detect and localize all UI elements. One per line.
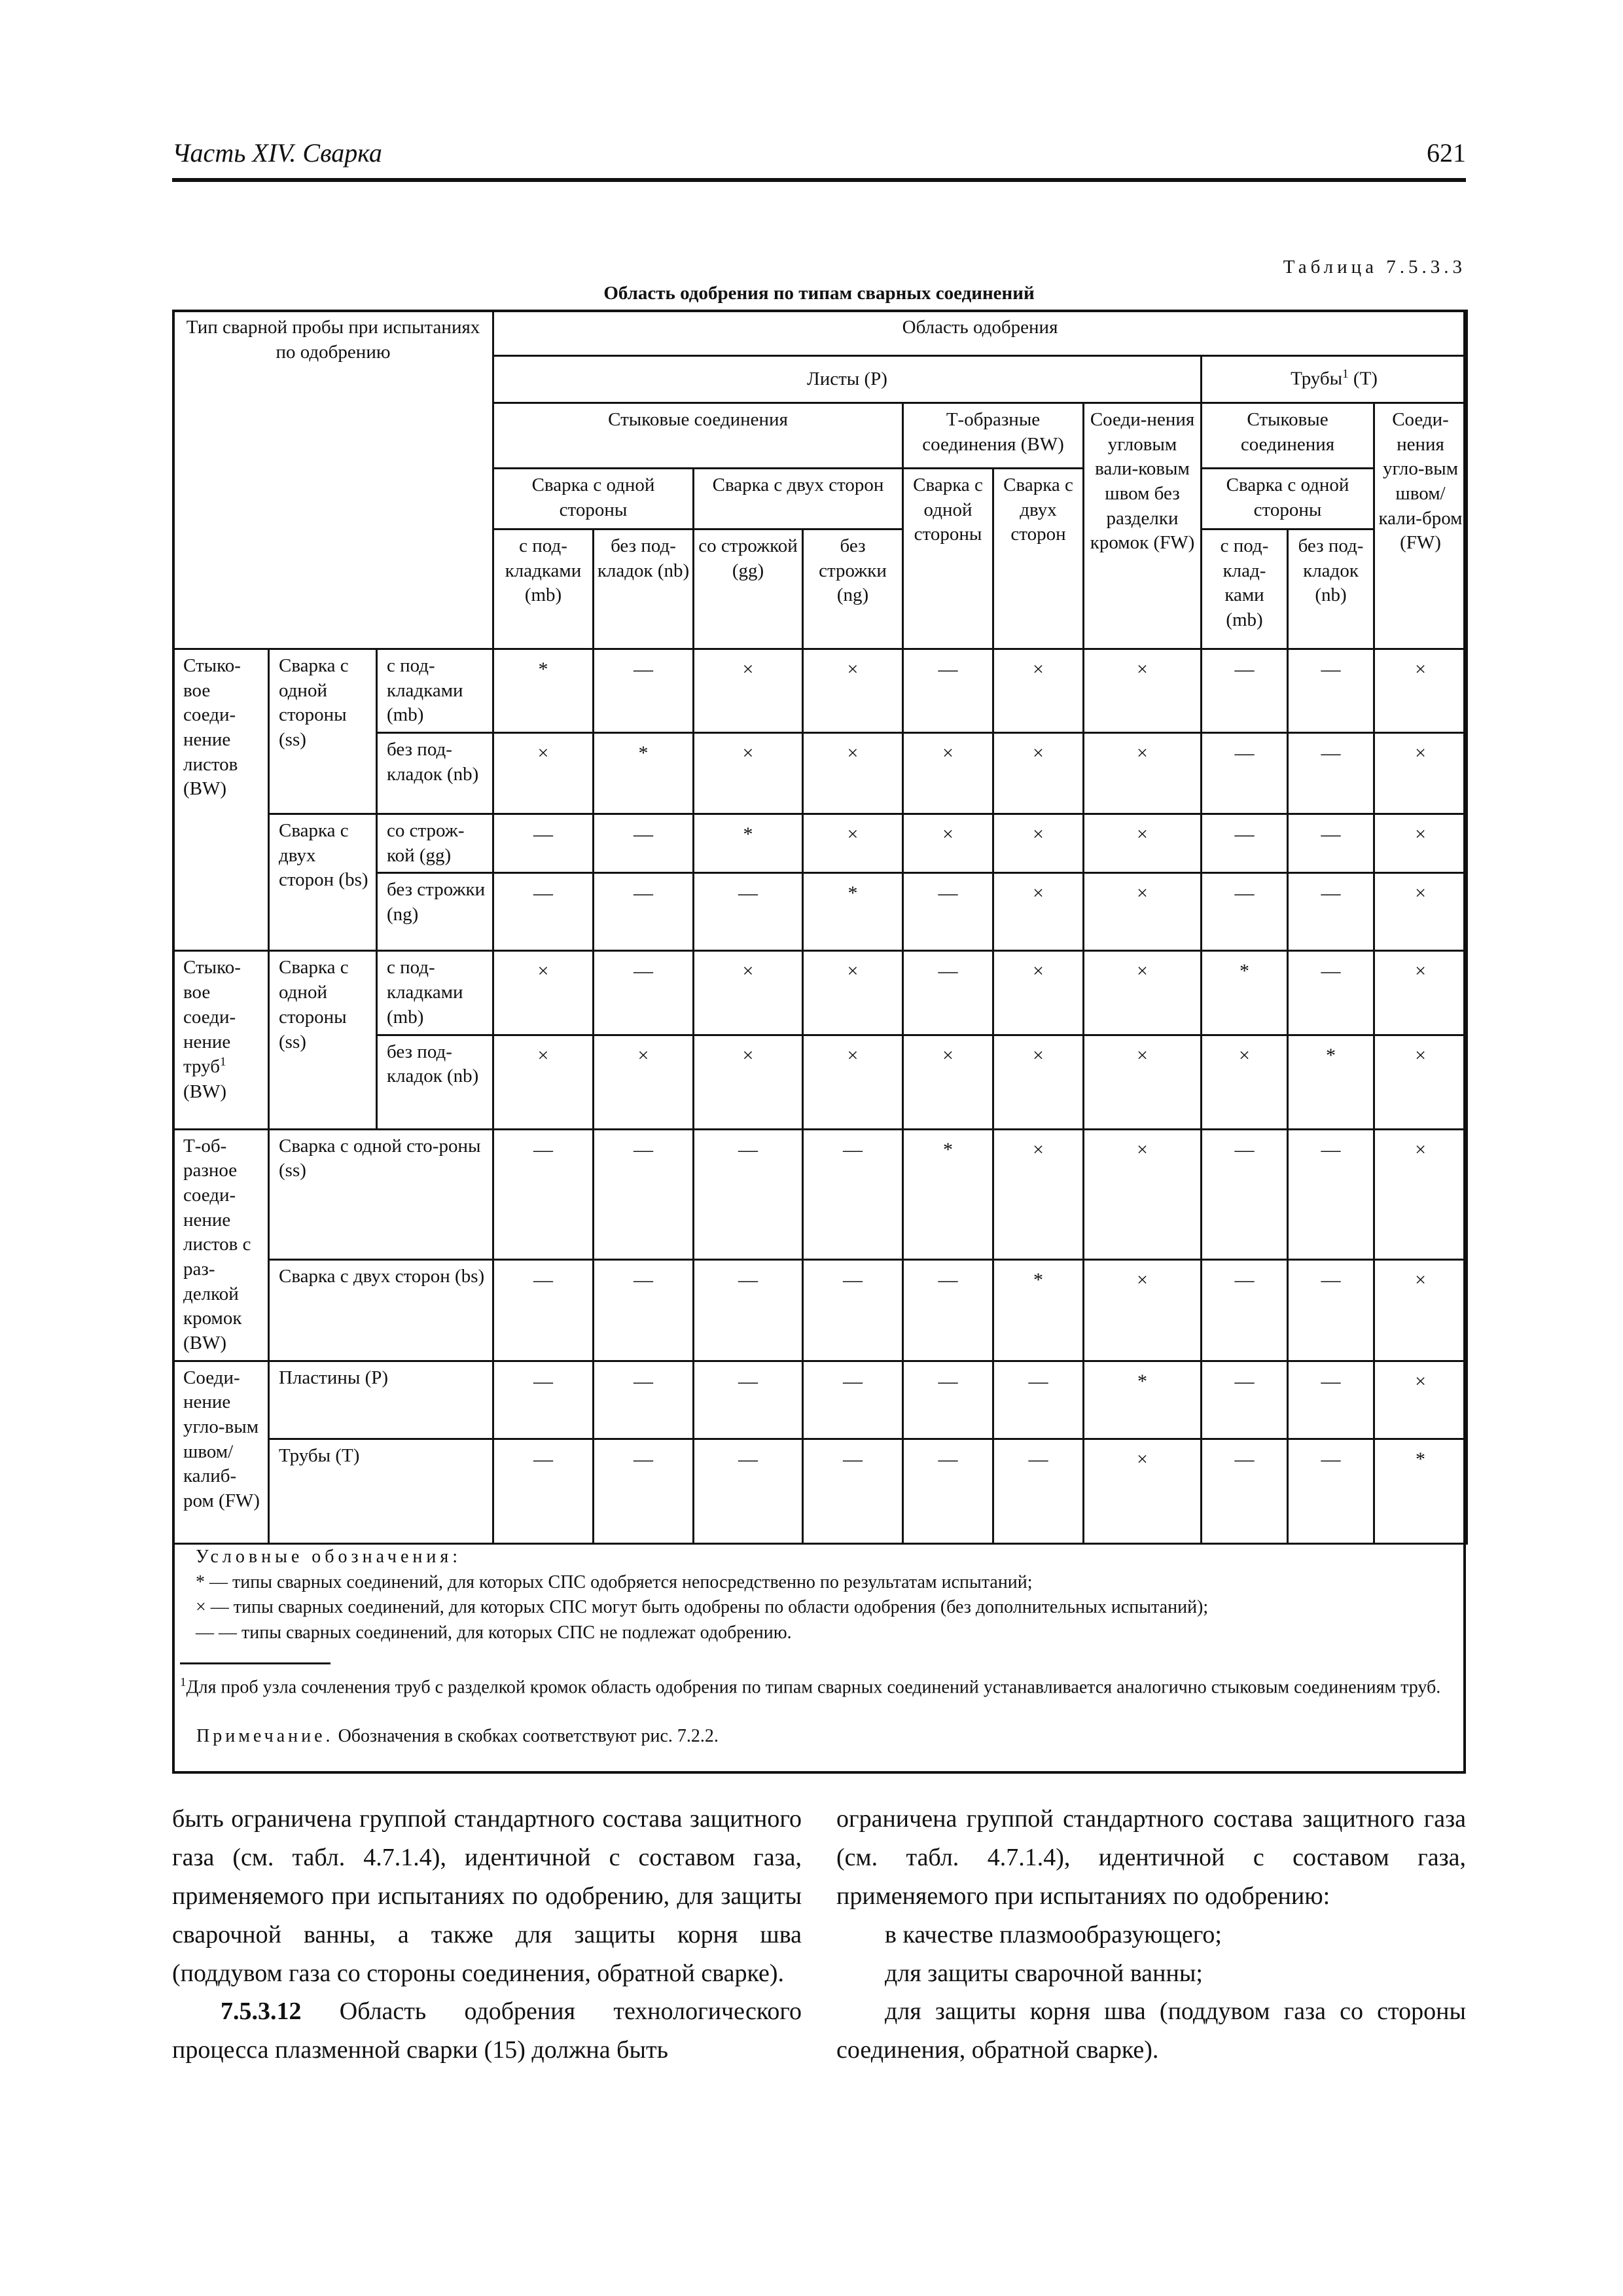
header-pipe-nb: без под-кладок (nb)	[1288, 529, 1374, 649]
mark-cell: —	[1202, 1259, 1288, 1361]
mark-cell: ×	[903, 814, 993, 873]
mark-cell: —	[1288, 649, 1374, 733]
legend-dash: — — типы сварных соединений, для которых СПС не подлежат одобрению.	[196, 1622, 792, 1643]
mark-cell: ×	[803, 1035, 903, 1129]
mark-cell: *	[1084, 1361, 1202, 1439]
mark-cell: *	[993, 1259, 1084, 1361]
mark-cell: ×	[493, 733, 594, 814]
table-row	[173, 1259, 1467, 1361]
mark-cell: —	[694, 1129, 803, 1259]
mark-cell: *	[594, 733, 694, 814]
mark-cell: —	[803, 1439, 903, 1543]
mark-cell: —	[803, 1361, 903, 1439]
mark-cell: ×	[1374, 873, 1467, 951]
header-t-two-sides: Сварка с двух сторон	[993, 469, 1084, 649]
mark-cell: —	[1202, 1439, 1288, 1543]
group-pipe-butt	[173, 951, 269, 1129]
mark-cell: ×	[694, 951, 803, 1035]
mark-cell: —	[803, 1259, 903, 1361]
list-item: для защиты корня шва (поддувом газа со стороны соединения, обратной сварке).	[836, 1998, 1466, 2064]
mark-cell: —	[493, 814, 594, 873]
pipes-label: Трубы	[1291, 368, 1343, 389]
page-number: 621	[1427, 138, 1466, 168]
mark-cell: —	[594, 649, 694, 733]
mark-cell: ×	[1084, 1035, 1202, 1129]
mark-cell: ×	[1374, 1259, 1467, 1361]
group-plate-butt: Стыко-вое соеди-нение листов (BW)	[173, 649, 269, 951]
mark-cell: —	[694, 1259, 803, 1361]
mark-cell: ×	[1374, 1035, 1467, 1129]
body-paragraph	[172, 1992, 802, 2070]
mark-cell: ×	[1084, 1439, 1202, 1543]
mark-cell: —	[493, 1259, 594, 1361]
body-column-left	[172, 1800, 802, 2070]
mark-cell: ×	[903, 1035, 993, 1129]
mark-cell: —	[993, 1361, 1084, 1439]
mark-cell: —	[1202, 1129, 1288, 1259]
mark-cell: ×	[1374, 814, 1467, 873]
table-row	[173, 1361, 1467, 1439]
mark-cell: ×	[993, 814, 1084, 873]
table-row	[173, 951, 1467, 1035]
mark-cell: ×	[694, 1035, 803, 1129]
header-pipe-mb: с под-клад-ками (mb)	[1202, 529, 1288, 649]
subgroup-plate-two-sides: Сварка с двух сторон (bs)	[269, 814, 377, 951]
mark-cell: —	[1202, 649, 1288, 733]
header-plates: Листы (P)	[493, 356, 1202, 403]
mark-cell: *	[903, 1129, 993, 1259]
footnote-rule	[180, 1662, 330, 1664]
mark-cell: ×	[803, 733, 903, 814]
mark-cell: *	[1202, 951, 1288, 1035]
mark-cell: —	[1288, 1439, 1374, 1543]
header-test-type: Тип сварной пробы при испытаниях по одобрению	[173, 311, 493, 649]
mark-cell: ×	[1374, 1361, 1467, 1439]
mark-cell: *	[493, 649, 594, 733]
variant-ng: без строжки (ng)	[377, 873, 493, 951]
mark-cell: *	[1374, 1439, 1467, 1543]
note-text: Обозначения в скобках соответствуют рис. 7.2.2.	[333, 1726, 719, 1746]
mark-cell: —	[594, 951, 694, 1035]
legend-title: Условные обозначения:	[196, 1547, 462, 1567]
table-footnote	[180, 1674, 1456, 1700]
mark-cell: ×	[993, 1129, 1084, 1259]
mark-cell: —	[694, 1361, 803, 1439]
mark-cell: ×	[1084, 733, 1202, 814]
pipes-label-tail: (T)	[1348, 368, 1378, 389]
mark-cell: —	[1202, 814, 1288, 873]
mark-cell: —	[694, 873, 803, 951]
mark-cell: ×	[993, 1035, 1084, 1129]
mark-cell: —	[1288, 814, 1374, 873]
clause-text: Область одобрения технологического процесса плазменной сварки (15) должна быть	[172, 1998, 802, 2064]
subgroup-t-one-side: Сварка с одной сто-роны (ss)	[269, 1129, 493, 1259]
mark-cell: ×	[803, 814, 903, 873]
mark-cell: —	[803, 1129, 903, 1259]
group-fillet: Соеди-нение угло-вым швом/ калиб-ром (FW)	[173, 1361, 269, 1543]
legend-star: * — типы сварных соединений, для которых СПС одобряется непосредственно по результатам испытаний;	[196, 1571, 1033, 1592]
footnote-mark: 1	[180, 1676, 187, 1689]
mark-cell: —	[903, 951, 993, 1035]
header-t-joints: Т-образные соединения (BW)	[903, 403, 1084, 469]
mark-cell: ×	[1084, 814, 1202, 873]
header-pipes	[1202, 356, 1467, 403]
group-pipe-butt-tail: (BW)	[183, 1081, 227, 1102]
header-two-sides: Сварка с двух сторон	[694, 469, 903, 529]
mark-cell: ×	[1084, 649, 1202, 733]
mark-cell: *	[694, 814, 803, 873]
mark-cell: —	[493, 1129, 594, 1259]
mark-cell: —	[493, 1439, 594, 1543]
header-mb: с под-кладками (mb)	[493, 529, 594, 649]
mark-cell: —	[903, 1361, 993, 1439]
mark-cell: —	[903, 873, 993, 951]
mark-cell: —	[493, 1361, 594, 1439]
mark-cell: —	[594, 1259, 694, 1361]
mark-cell: —	[903, 649, 993, 733]
footnote-text: Для проб узла сочленения труб с разделкой кромок область одобрения по типам сварных соединений устанавливается аналогично стыковым соединениям труб.	[186, 1677, 1441, 1698]
mark-cell: ×	[694, 649, 803, 733]
mark-cell: —	[1288, 1259, 1374, 1361]
mark-cell: ×	[993, 733, 1084, 814]
mark-cell: —	[1288, 1129, 1374, 1259]
subgroup-plate-one-side: Сварка с одной стороны (ss)	[269, 649, 377, 814]
subgroup-fillet-pipes: Трубы (T)	[269, 1439, 493, 1543]
mark-cell: *	[803, 873, 903, 951]
mark-cell: ×	[803, 649, 903, 733]
header-pipe-one-side: Сварка с одной стороны	[1202, 469, 1374, 529]
mark-cell: —	[493, 873, 594, 951]
mark-cell: —	[993, 1439, 1084, 1543]
mark-cell: ×	[993, 873, 1084, 951]
table-number: Таблица 7.5.3.3	[1283, 257, 1466, 278]
clause-number: 7.5.3.12	[221, 1998, 302, 2026]
mark-cell: —	[594, 1361, 694, 1439]
mark-cell: —	[1202, 873, 1288, 951]
mark-cell: —	[594, 814, 694, 873]
group-pipe-butt-label: Стыко-вое соеди-нение труб	[183, 957, 241, 1077]
variant-pipe-mb: с под-кладками (mb)	[377, 951, 493, 1035]
header-gg: со строжкой (gg)	[694, 529, 803, 649]
table-row	[173, 1129, 1467, 1259]
mark-cell: —	[1288, 951, 1374, 1035]
group-t-joint: Т-об-разное соеди-нение листов с раз-делкой кромок (BW)	[173, 1129, 269, 1361]
mark-cell: *	[1288, 1035, 1374, 1129]
legend-cross: × — типы сварных соединений, для которых СПС могут быть одобрены по области одобрения (без дополнительных испытаний);	[196, 1597, 1209, 1618]
table-row	[173, 814, 1467, 873]
mark-cell: ×	[493, 951, 594, 1035]
legend	[172, 1545, 1466, 1646]
list-item: в качестве плазмообразующего;	[885, 1920, 1222, 1948]
subgroup-fillet-plates: Пластины (P)	[269, 1361, 493, 1439]
mark-cell: —	[1202, 1361, 1288, 1439]
mark-cell: —	[1288, 1361, 1374, 1439]
mark-cell: ×	[1084, 873, 1202, 951]
mark-cell: ×	[1374, 951, 1467, 1035]
approval-table	[172, 310, 1468, 1545]
mark-cell: ×	[1374, 649, 1467, 733]
group-pipe-butt-footnote-mark: 1	[220, 1055, 226, 1069]
mark-cell: ×	[803, 951, 903, 1035]
table-row	[173, 649, 1467, 733]
mark-cell: —	[594, 1439, 694, 1543]
mark-cell: —	[594, 873, 694, 951]
subgroup-t-two-sides: Сварка с двух сторон (bs)	[269, 1259, 493, 1361]
pipes-footnote-mark: 1	[1342, 367, 1349, 382]
mark-cell: —	[594, 1129, 694, 1259]
header-pipe-butt: Стыковые соединения	[1202, 403, 1374, 469]
mark-cell: —	[1288, 873, 1374, 951]
table-caption: Область одобрения по типам сварных соединений	[603, 283, 1035, 304]
mark-cell: —	[1288, 733, 1374, 814]
mark-cell: —	[903, 1439, 993, 1543]
header-pipe-fillet: Соеди-нения угло-вым швом/ кали-бром (FW)	[1374, 403, 1467, 649]
header-ng: без строжки (ng)	[803, 529, 903, 649]
table-note	[196, 1726, 719, 1747]
mark-cell: —	[903, 1259, 993, 1361]
mark-cell: ×	[694, 733, 803, 814]
mark-cell: ×	[1084, 1129, 1202, 1259]
mark-cell: ×	[993, 951, 1084, 1035]
variant-gg: со строж-кой (gg)	[377, 814, 493, 873]
mark-cell: ×	[1374, 1129, 1467, 1259]
mark-cell: —	[1202, 733, 1288, 814]
body-column-right	[836, 1800, 1466, 2070]
variant-mb: с под-кладками (mb)	[377, 649, 493, 733]
variant-nb: без под-кладок (nb)	[377, 733, 493, 814]
mark-cell: ×	[1084, 1259, 1202, 1361]
mark-cell: ×	[1202, 1035, 1288, 1129]
mark-cell: —	[694, 1439, 803, 1543]
header-t-one-side: Сварка с одной стороны	[903, 469, 993, 649]
body-paragraph: быть ограничена группой стандартного состава защитного газа (см. табл. 4.7.1.4), идентичной с составом газа, применяемого при испытаниях по одобрению, для защиты сварочной ванны, а также для защиты корня шва (поддувом газа со стороны соединения, обратной сварке).	[172, 1805, 802, 1987]
body-paragraph: ограничена группой стандартного состава защитного газа (см. табл. 4.7.1.4), идентичной с составом газа, применяемого при испытаниях по одобрению:	[836, 1805, 1466, 1910]
mark-cell: ×	[993, 649, 1084, 733]
page-header	[172, 137, 1466, 182]
list-item: для защиты сварочной ванны;	[885, 1959, 1203, 1987]
header-butt-joints: Стыковые соединения	[493, 403, 903, 469]
mark-cell: ×	[903, 733, 993, 814]
mark-cell: ×	[1084, 951, 1202, 1035]
mark-cell: ×	[594, 1035, 694, 1129]
header-approval-area: Область одобрения	[493, 311, 1467, 356]
subgroup-pipe-one-side: Сварка с одной стороны (ss)	[269, 951, 377, 1129]
mark-cell: ×	[493, 1035, 594, 1129]
header-one-side: Сварка с одной стороны	[493, 469, 694, 529]
header-fillet-plates: Соеди-нения угловым вали-ковым швом без разделки кромок (FW)	[1084, 403, 1202, 649]
mark-cell: ×	[1374, 733, 1467, 814]
variant-pipe-nb: без под-кладок (nb)	[377, 1035, 493, 1129]
table-row	[173, 1439, 1467, 1543]
running-title: Часть XIV. Сварка	[172, 138, 382, 168]
note-label: Примечание.	[196, 1726, 334, 1746]
header-nb: без под-кладок (nb)	[594, 529, 694, 649]
